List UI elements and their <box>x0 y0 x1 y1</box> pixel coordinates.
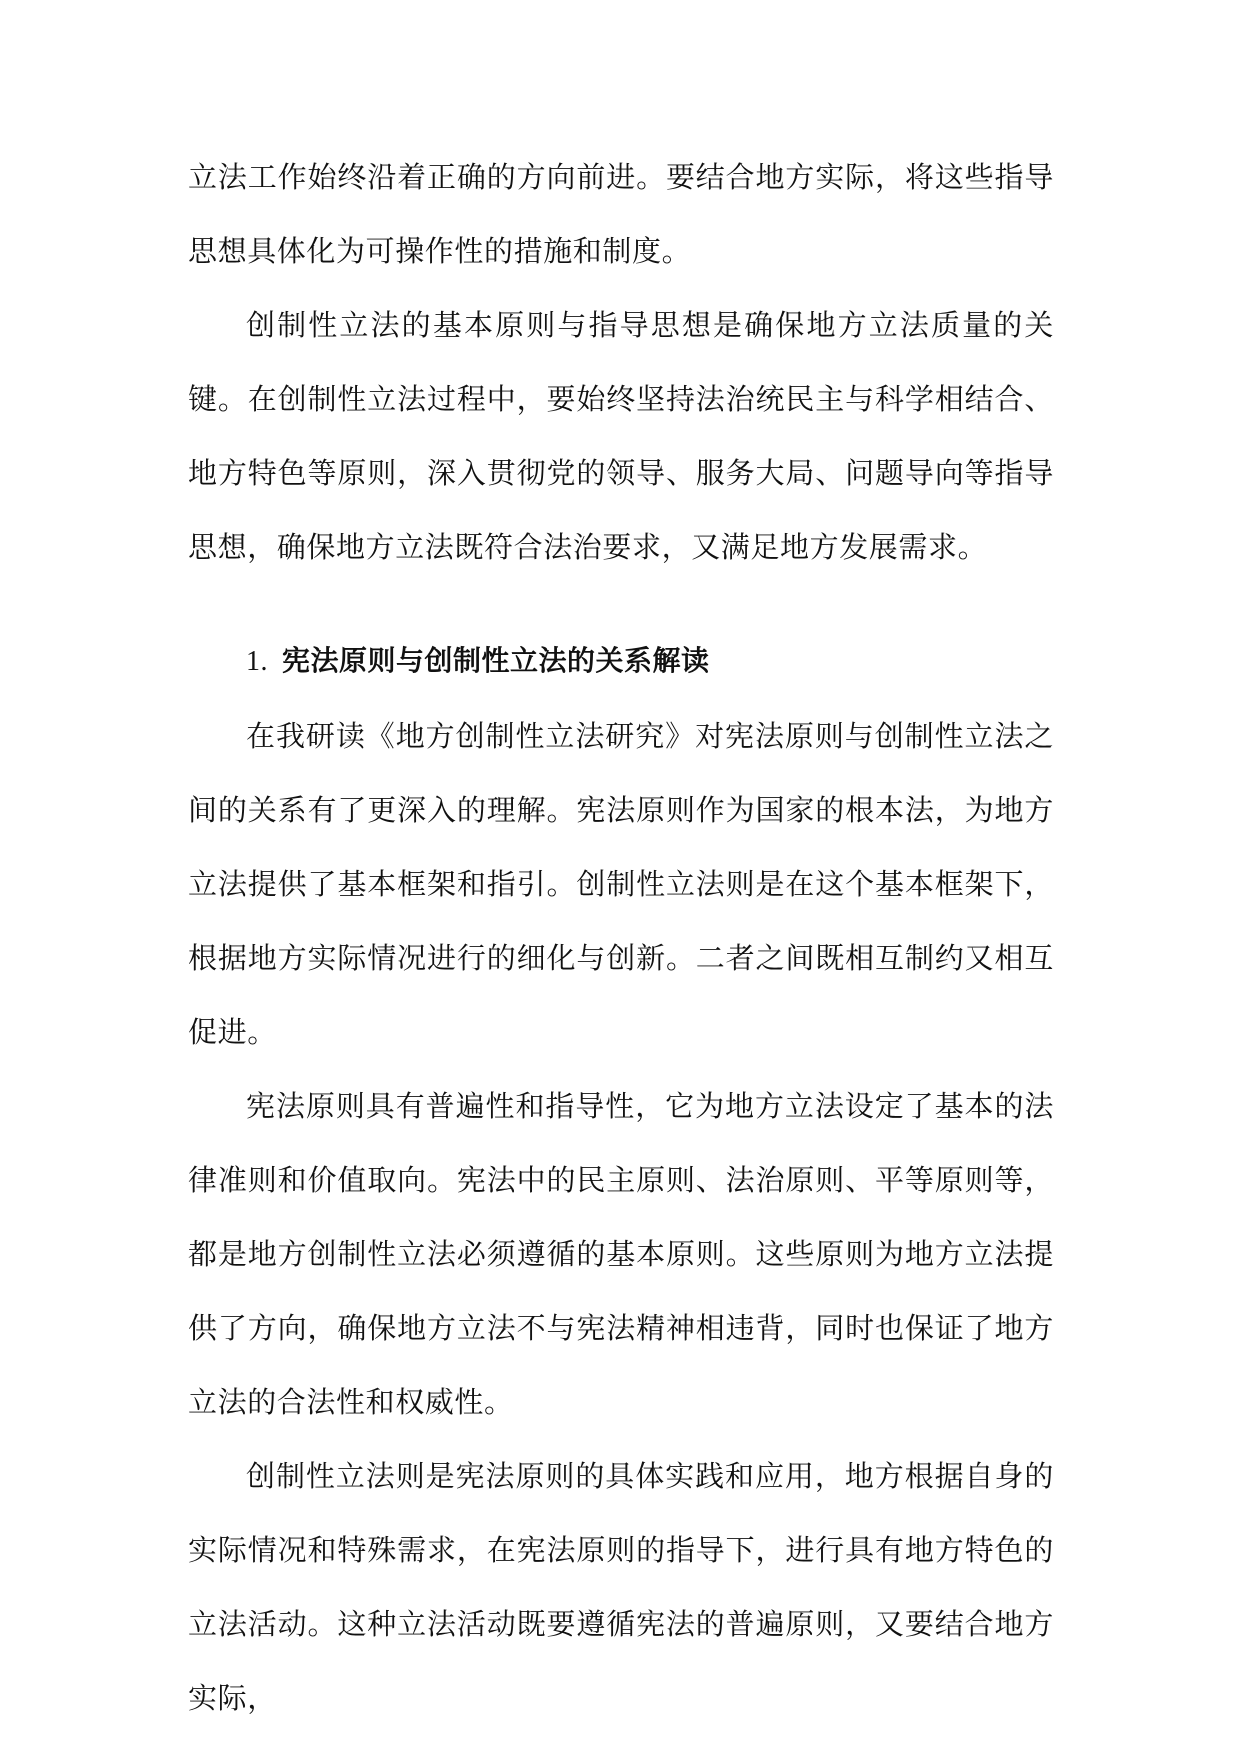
paragraph-creative-legislation: 创制性立法则是宪法原则的具体实践和应用，地方根据自身的实际情况和特殊需求，在宪法原则的指导下，进行具有地方特色的立法活动。这种立法活动既要遵循宪法的普遍原则，又要结合地方实际， <box>188 1459 1054 1715</box>
section-number: 1. <box>246 646 268 677</box>
section-heading <box>188 624 1054 699</box>
section-title: 宪法原则与创制性立法的关系解读 <box>282 644 710 677</box>
paragraph-constitution-principles: 宪法原则具有普遍性和指导性，它为地方立法设定了基本的法律准则和价值取向。宪法中的民主原则、法治原则、平等原则等，都是地方创制性立法必须遵循的基本原则。这些原则为地方立法提供了方向，确保地方立法不与宪法精神相违背，同时也保证了地方立法的合法性和权威性。 <box>188 1089 1054 1419</box>
paragraph-reading-notes: 在我研读《地方创制性立法研究》对宪法原则与创制性立法之间的关系有了更深入的理解。宪法原则作为国家的根本法，为地方立法提供了基本框架和指引。创制性立法则是在这个基本框架下，根据地方实际情况进行的细化与创新。二者之间既相互制约又相互促进。 <box>188 719 1054 1049</box>
paragraph-continuation: 立法工作始终沿着正确的方向前进。要结合地方实际，将这些指导思想具体化为可操作性的措施和制度。 <box>188 160 1054 268</box>
paragraph-principles-summary: 创制性立法的基本原则与指导思想是确保地方立法质量的关键。在创制性立法过程中，要始终坚持法治统民主与科学相结合、地方特色等原则，深入贯彻党的领导、服务大局、问题导向等指导思想，确保地方立法既符合法治要求，又满足地方发展需求。 <box>188 308 1054 564</box>
document-body <box>188 140 1054 1735</box>
